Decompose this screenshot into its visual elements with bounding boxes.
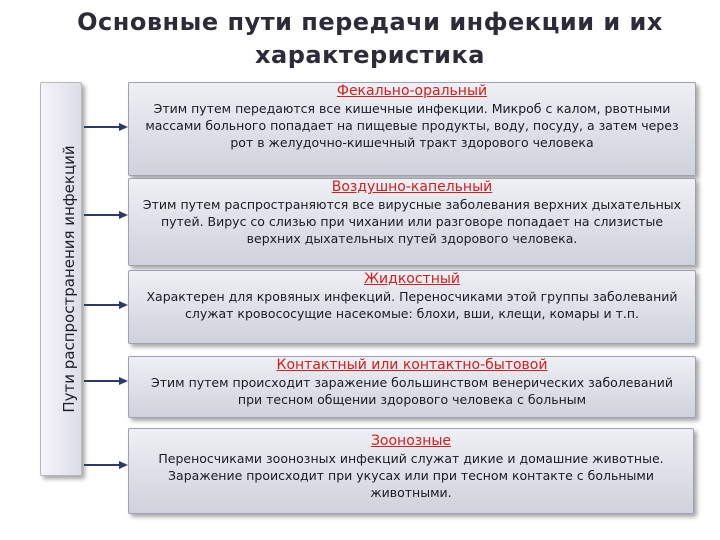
page-title: Основные пути передачи инфекции и их характеристика <box>77 8 663 69</box>
arrow-right-icon <box>84 376 128 386</box>
route-box-contact <box>128 356 696 418</box>
route-heading: Зоонозные <box>370 433 452 449</box>
arrow-right-icon <box>84 122 128 132</box>
route-heading: Жидкостный <box>363 271 461 287</box>
route-heading: Воздушно-капельный <box>331 179 493 195</box>
route-box-liquid <box>128 270 696 344</box>
route-description: Этим путем распространяются все вирусные заболевания верхних дыхательных путей. Вирус со слизью при чихании или разговоре попадает на слизистые верхних дыхательных путей здорового человека. <box>142 197 682 246</box>
route-heading: Фекально-оральный <box>336 83 488 99</box>
side-panel <box>40 82 82 476</box>
arrow-right-icon <box>84 210 128 220</box>
route-box-zoonotic <box>128 428 694 514</box>
route-box-fecal-oral <box>128 82 696 176</box>
arrow-right-icon <box>84 460 128 470</box>
route-description: Характерен для кровяных инфекций. Переносчиками этой группы заболеваний служат кровососущие насекомые: блохи, вши, клещи, комары и т.п. <box>146 289 678 321</box>
route-description: Этим путем происходит заражение большинством венерических заболеваний при тесном общении здорового человека с больным <box>151 375 673 407</box>
route-description: Переносчиками зоонозных инфекций служат дикие и домашние животные. Заражение происходит при укусах или при тесном контакте с больными животными. <box>158 451 664 500</box>
route-heading: Контактный или контактно-бытовой <box>276 357 548 373</box>
route-description: Этим путем передаются все кишечные инфекции. Микроб с калом, рвотными массами больного попадает на пищевые продукты, воду, посуду, а затем через рот в желудочно-кишечный тракт здорового человека <box>145 101 679 150</box>
side-label: Пути распространения инфекций <box>60 145 78 413</box>
arrow-right-icon <box>84 300 128 310</box>
route-box-airborne <box>128 178 696 266</box>
